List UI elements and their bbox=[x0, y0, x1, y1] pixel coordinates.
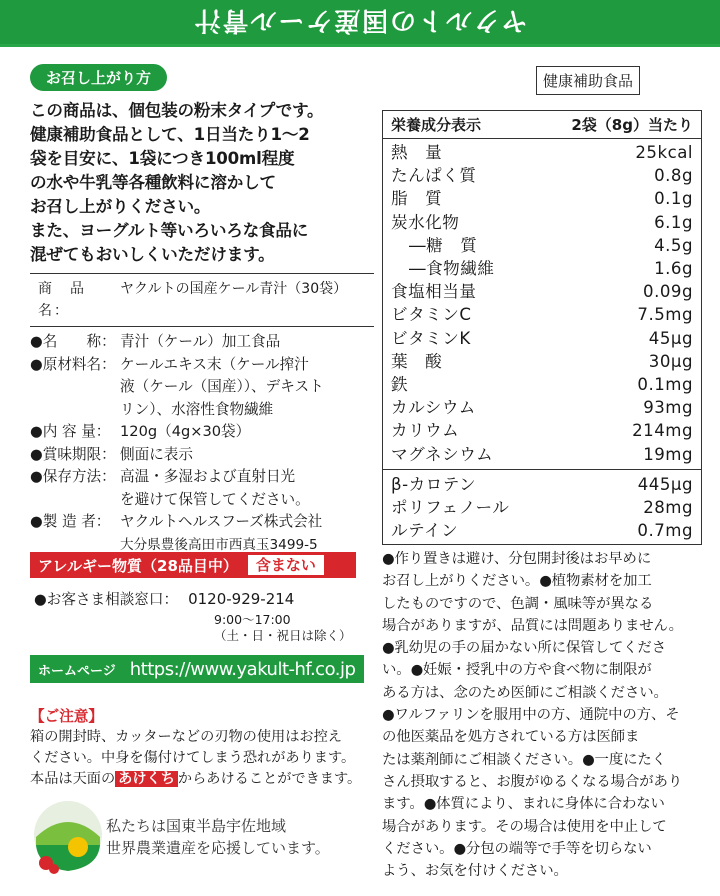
heritage-line: 世界農業遺産を応援しています。 bbox=[106, 839, 330, 857]
usage-notes bbox=[382, 548, 702, 882]
caution-line: 箱の開封時、カッターなどの刃物の使用はお控え bbox=[30, 729, 342, 745]
spec-value: ヤクルトヘルスフーズ株式会社 bbox=[120, 513, 323, 530]
heritage-text bbox=[106, 815, 330, 859]
divider bbox=[30, 326, 374, 327]
spec-value: を避けて保管してください。 bbox=[120, 490, 310, 508]
spec-value: 液（ケール（国産））、デキスト bbox=[120, 378, 324, 395]
heritage-logo-icon bbox=[28, 797, 108, 877]
contact-phone[interactable]: 0120-929-214 bbox=[188, 590, 295, 608]
nutrient-value: 30μg bbox=[648, 351, 693, 371]
nutrition-extra-row bbox=[391, 496, 693, 519]
flipped-product-title: ヤクルトの国産ケール青汁 bbox=[192, 5, 528, 35]
nutrition-divider bbox=[383, 469, 701, 470]
howto-line: お召し上がりください。 bbox=[30, 197, 211, 216]
nutrient-name: ポリフェノール bbox=[391, 498, 510, 518]
nutrition-row bbox=[391, 187, 693, 210]
nutrient-value: 4.5g bbox=[654, 235, 693, 255]
nutrition-extra-row bbox=[391, 473, 693, 496]
spec-value: ケールエキス末（ケール搾汁 bbox=[120, 355, 309, 373]
note-line: お召し上がりください。●植物素材を加工 bbox=[382, 573, 652, 590]
nutrition-row bbox=[391, 303, 693, 326]
allergy-value: 含まない bbox=[248, 555, 324, 575]
caution-line-post: からあけることができます。 bbox=[177, 771, 362, 787]
nutrient-value: 93mg bbox=[643, 398, 693, 418]
howto-line: の水や牛乳等各種飲料に溶かして bbox=[30, 173, 276, 192]
note-line: ●ワルファリンを服用中の方、通院中の方、そ bbox=[382, 707, 680, 724]
note-line: い。●妊娠・授乳中の方や食べ物に制限が bbox=[382, 662, 652, 679]
note-line: ●作り置きは避け、分包開封後はお早めに bbox=[382, 551, 652, 567]
nutrient-name: ルテイン bbox=[391, 521, 459, 541]
nutrient-value: 25kcal bbox=[635, 143, 693, 162]
note-line: ある方は、念のため医師にご相談ください。 bbox=[382, 684, 668, 701]
hours-days: （土・日・祝日は除く） bbox=[214, 628, 352, 643]
top-package-band bbox=[0, 0, 720, 47]
nutrient-name: ―糖 質 bbox=[409, 235, 478, 255]
nutrient-value: 19mg bbox=[643, 444, 693, 464]
nutrition-row bbox=[391, 211, 693, 234]
spec-row-content bbox=[30, 421, 374, 444]
heritage-line: 私たちは国東半島宇佐地域 bbox=[106, 817, 287, 835]
nutrition-row bbox=[391, 234, 693, 257]
nutrition-row bbox=[391, 141, 693, 164]
spec-row-manufacturer bbox=[30, 511, 374, 556]
spec-label: ●保存方法： bbox=[30, 468, 116, 485]
spec-row-expiry bbox=[30, 444, 374, 467]
spec-value: 120g（4g×30袋） bbox=[120, 423, 251, 440]
open-here-badge: あけくち bbox=[115, 771, 178, 787]
spec-label: ●原材料名： bbox=[30, 355, 116, 373]
nutrition-title: 栄養成分表示 bbox=[391, 116, 482, 134]
caution-line: ください。中身を傷付けてしまう恐れがあります。 bbox=[30, 750, 356, 766]
howto-line: 袋を目安に、1袋につき100ml程度 bbox=[30, 149, 295, 168]
caution-line-pre: 本品は天面の bbox=[30, 771, 116, 787]
spec-value: 大分県豊後高田市西真玉3499-5 bbox=[120, 536, 318, 553]
spec-row-ingredients bbox=[30, 354, 374, 422]
nutrient-name: β-カロテン bbox=[391, 474, 477, 494]
nutrient-name: 食塩相当量 bbox=[391, 282, 477, 302]
nutrient-value: 45μg bbox=[648, 328, 693, 348]
hours-time: 9:00～17:00 bbox=[214, 612, 291, 627]
nutrition-row bbox=[391, 164, 693, 187]
nutrition-header bbox=[383, 111, 701, 139]
nutrient-name: たんぱく質 bbox=[391, 166, 477, 186]
health-food-tag: 健康補助食品 bbox=[536, 66, 640, 95]
nutrient-name: カリウム bbox=[391, 421, 460, 441]
nutrient-value: 28mg bbox=[643, 498, 693, 518]
allergy-label: アレルギー物質（28品目中） bbox=[38, 556, 238, 575]
note-line: 場合がありますが、品質には問題ありません。 bbox=[382, 617, 683, 634]
spec-value: リン）、水溶性食物繊維 bbox=[120, 400, 274, 418]
spec-label: ●賞味期限： bbox=[30, 445, 116, 463]
nutrition-table bbox=[382, 110, 702, 545]
nutrient-value: 0.1mg bbox=[637, 375, 693, 395]
howto-title: お召し上がり方 bbox=[30, 64, 167, 91]
nutrient-name: 葉 酸 bbox=[391, 351, 443, 371]
note-line: さん摂取すると、お腹がゆるくなる場合があり bbox=[382, 773, 683, 790]
howto-line: また、ヨーグルト等いろいろな食品に bbox=[30, 221, 309, 240]
howto-line: 混ぜてもおいしくいただけます。 bbox=[30, 245, 275, 264]
product-name-value: ヤクルトの国産ケール青汁（30袋） bbox=[120, 281, 348, 297]
contact-line bbox=[34, 588, 294, 609]
nutrient-name: 脂 質 bbox=[391, 189, 443, 209]
homepage-label: ホームページ bbox=[38, 663, 116, 679]
nutrient-value: 0.7mg bbox=[637, 521, 693, 541]
note-line: ます。●体質により、まれに身体に合わない bbox=[382, 796, 665, 813]
nutrition-row bbox=[391, 419, 693, 442]
nutrient-name: ―食物繊維 bbox=[409, 259, 495, 279]
nutrient-value: 1.6g bbox=[654, 259, 693, 279]
nutrition-row bbox=[391, 257, 693, 280]
nutrient-value: 0.8g bbox=[654, 166, 693, 186]
homepage-banner bbox=[30, 655, 364, 683]
nutrition-row bbox=[391, 280, 693, 303]
spec-value: 高温・多湿および直射日光 bbox=[120, 468, 296, 485]
contact-hours bbox=[214, 612, 352, 644]
spec-row-name bbox=[30, 331, 374, 354]
nutrition-body bbox=[383, 139, 701, 544]
note-line: 場合があります。その場合は使用を中止して bbox=[382, 818, 667, 835]
spec-value: 側面に表示 bbox=[120, 445, 193, 463]
nutrient-value: 6.1g bbox=[654, 212, 693, 232]
nutrient-value: 445μg bbox=[637, 474, 693, 494]
contact-label: ●お客さま相談窓口： bbox=[34, 591, 179, 608]
nutrient-name: 鉄 bbox=[391, 375, 409, 395]
nutrient-name: マグネシウム bbox=[391, 444, 494, 464]
spec-label: ●名 称： bbox=[30, 333, 116, 350]
caution-line bbox=[30, 769, 368, 790]
nutrient-value: 214mg bbox=[632, 421, 693, 441]
nutrient-name: 熱 量 bbox=[391, 143, 443, 162]
nutrition-row bbox=[391, 373, 693, 396]
left-column bbox=[30, 64, 374, 556]
nutrition-row bbox=[391, 327, 693, 350]
allergy-banner bbox=[30, 552, 356, 578]
spec-list bbox=[30, 331, 374, 556]
nutrient-name: ビタミンK bbox=[391, 328, 471, 348]
spec-label: ●内 容 量： bbox=[30, 423, 111, 440]
caution-title: 【ご注意】 bbox=[30, 708, 103, 725]
howto-line: この商品は、個包装の粉末タイプです。 bbox=[30, 101, 324, 120]
nutrition-row bbox=[391, 350, 693, 373]
howto-line: 健康補助食品として、1日当たり1～2 bbox=[30, 125, 310, 144]
nutrient-name: カルシウム bbox=[391, 398, 476, 418]
heritage-logo bbox=[28, 797, 108, 877]
nutrient-name: 炭水化物 bbox=[391, 212, 460, 232]
nutrition-row bbox=[391, 443, 693, 466]
note-line: の他医薬品を処方されている方は医師ま bbox=[382, 729, 640, 746]
nutrition-extra-row bbox=[391, 519, 693, 542]
note-line: たは薬剤師にご相談ください。●一度にたく bbox=[382, 751, 666, 768]
note-line: ●乳幼児の手の届かない所に保管してくださ bbox=[382, 640, 666, 657]
note-line: したものですので、色調・風味等が異なる bbox=[382, 595, 654, 612]
spec-value: 青汁（ケール）加工食品 bbox=[120, 333, 281, 350]
note-line: ください。●分包の端等で手等を切らない bbox=[382, 840, 652, 857]
product-name-row bbox=[30, 278, 374, 322]
spec-row-storage bbox=[30, 466, 374, 511]
howto-text bbox=[30, 99, 374, 267]
nutrient-value: 0.09g bbox=[643, 282, 693, 302]
nutrition-row bbox=[391, 396, 693, 419]
caution-text bbox=[30, 727, 368, 790]
nutrient-value: 7.5mg bbox=[637, 305, 693, 325]
nutrient-value: 0.1g bbox=[654, 189, 693, 209]
nutrient-name: ビタミンC bbox=[391, 305, 472, 325]
divider bbox=[30, 273, 374, 274]
note-line: よう、お気を付けください。 bbox=[382, 863, 568, 880]
nutrition-serving: 2袋（8g）当たり bbox=[571, 116, 693, 134]
homepage-url[interactable]: https://www.yakult-hf.co.jp bbox=[129, 658, 356, 680]
product-name-label: 商 品 名： bbox=[38, 281, 102, 319]
spec-label: ●製 造 者： bbox=[30, 513, 111, 530]
